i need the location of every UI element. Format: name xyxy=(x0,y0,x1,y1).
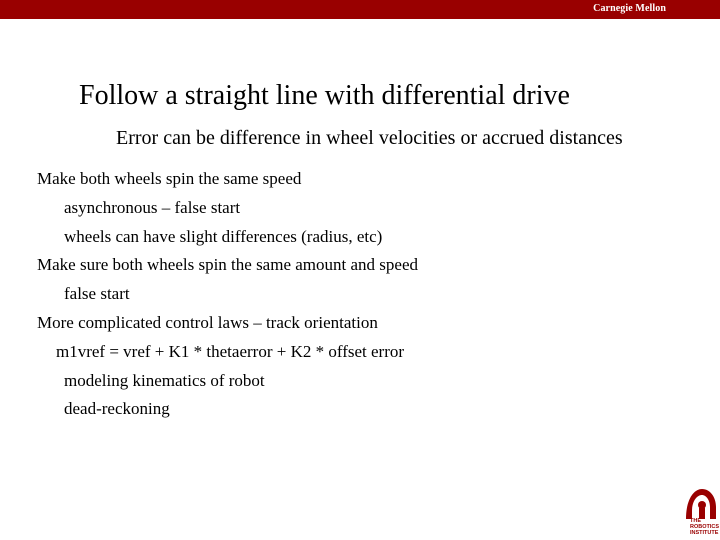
logo-text xyxy=(690,518,720,536)
slide-subtitle: Error can be difference in wheel velocities or accrued distances xyxy=(116,127,623,149)
slide-title: Follow a straight line with differential drive xyxy=(79,80,570,111)
sub-bullet-item: modeling kinematics of robot xyxy=(64,370,265,390)
logo-line: THE xyxy=(690,518,701,524)
brand-wordmark: Carnegie Mellon xyxy=(593,3,666,14)
equation-item: m1vref = vref + K1 * thetaerror + K2 * offset error xyxy=(56,341,405,361)
bullet-item: Make sure both wheels spin the same amount and speed xyxy=(37,255,418,275)
logo-line: INSTITUTE xyxy=(690,530,719,536)
sub-bullet-item: wheels can have slight differences (radius, etc) xyxy=(64,226,383,246)
bullet-item: More complicated control laws – track orientation xyxy=(37,312,378,332)
logo-line: ROBOTICS xyxy=(690,524,720,530)
sub-bullet-item: asynchronous – false start xyxy=(64,197,241,217)
bullet-item: Make both wheels spin the same speed xyxy=(37,169,302,188)
sub-bullet-item: false start xyxy=(64,284,130,304)
bullet-list xyxy=(37,165,697,424)
header-bar xyxy=(0,0,720,19)
sub-bullet-item: dead-reckoning xyxy=(64,399,170,419)
